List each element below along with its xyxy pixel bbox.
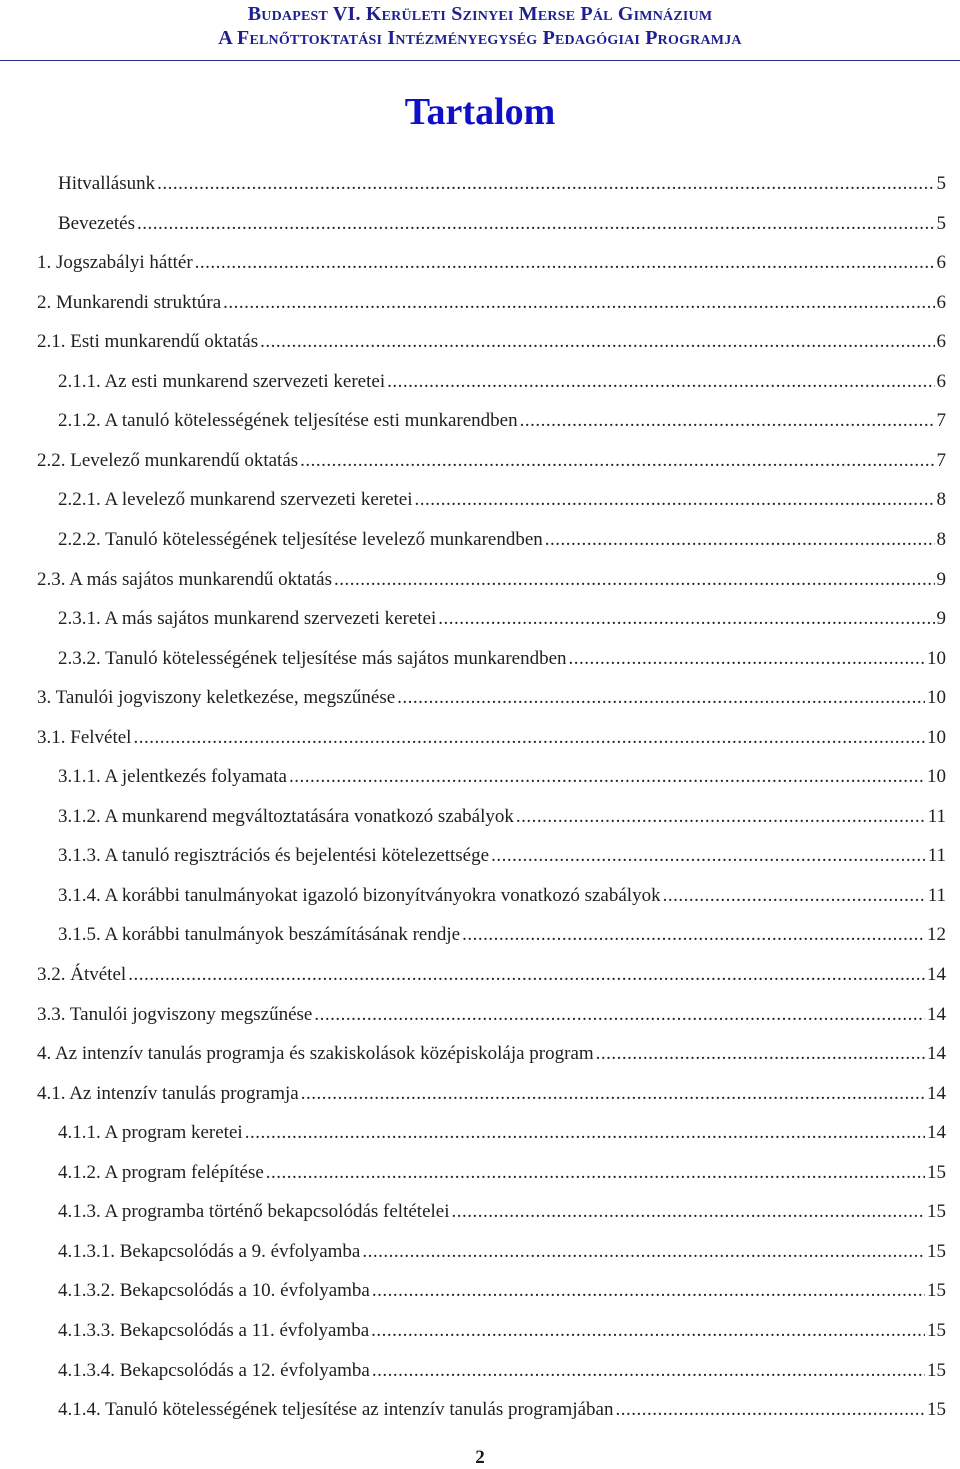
toc-entry-page: 15 <box>927 1359 946 1381</box>
toc-dot-leader <box>372 1279 925 1303</box>
toc-entry[interactable] <box>37 560 946 600</box>
toc-entry-title: 2.3. A más sajátos munkarendű oktatás <box>37 568 332 590</box>
toc-entry[interactable] <box>58 757 946 797</box>
toc-entry-title: 3.2. Átvétel <box>37 964 127 985</box>
toc-entry-title: 2.1.1. Az esti munkarend szervezeti keretei <box>58 370 386 392</box>
toc-entry[interactable] <box>58 1232 946 1272</box>
toc-entry-page: 7 <box>936 449 946 471</box>
toc-entry[interactable] <box>58 1390 946 1430</box>
toc-entry[interactable] <box>58 836 946 876</box>
toc-entry-page: 10 <box>927 726 946 748</box>
toc-dot-leader <box>334 568 935 592</box>
toc-dot-leader <box>266 1161 925 1185</box>
toc-entry-page: 11 <box>927 805 946 827</box>
toc-entry-title: 3.1.4. A korábbi tanulmányokat igazoló bizonyítványokra vonatkozó szabályok <box>58 884 661 906</box>
toc-entry-page: 5 <box>936 212 946 234</box>
toc-entry[interactable] <box>58 164 946 204</box>
toc-entry[interactable] <box>58 915 946 955</box>
toc-entry-page: 15 <box>927 1201 946 1223</box>
toc-entry[interactable] <box>58 1351 946 1391</box>
toc-entry[interactable] <box>37 1074 946 1114</box>
toc-dot-leader <box>569 647 925 671</box>
toc-entry-title: 4.1.3.4. Bekapcsolódás a 12. évfolyamba <box>58 1359 370 1381</box>
toc-dot-leader <box>289 765 925 789</box>
toc-entry[interactable] <box>37 955 946 995</box>
toc-entry-title: 4. Az intenzív tanulás programja és szakiskolások középiskolája program <box>37 1043 594 1065</box>
toc-entry-page: 15 <box>927 1280 946 1302</box>
toc-entry[interactable] <box>58 1311 946 1351</box>
toc-entry-title: 4.1.3.2. Bekapcsolódás a 10. évfolyamba <box>58 1280 370 1302</box>
toc-entry-title: 2.1. Esti munkarendű oktatás <box>37 331 259 353</box>
toc-entry[interactable] <box>58 599 946 639</box>
toc-entry[interactable] <box>58 1113 946 1153</box>
toc-entry[interactable] <box>37 322 946 362</box>
toc-entry-title: 2.2.1. A levelező munkarend szervezeti keretei <box>58 489 413 511</box>
toc-entry-title: Bevezetés <box>58 212 136 234</box>
toc-entry[interactable] <box>58 639 946 679</box>
toc-entry-page: 15 <box>927 1161 946 1183</box>
toc-dot-leader <box>372 1359 925 1383</box>
toc-entry[interactable] <box>58 1192 946 1232</box>
toc-entry-page: 10 <box>927 687 946 709</box>
toc-entry-page: 9 <box>936 568 946 590</box>
toc-dot-leader <box>545 528 935 552</box>
toc-dot-leader <box>596 1042 925 1066</box>
toc-entry-page: 10 <box>927 647 946 669</box>
toc-entry-page: 7 <box>936 410 946 432</box>
toc-entry-page: 11 <box>927 884 946 906</box>
toc-dot-leader <box>462 923 925 947</box>
toc-dot-leader <box>260 330 934 354</box>
toc-dot-leader <box>397 686 925 710</box>
toc-entry-title: 4.1.2. A program felépítése <box>58 1161 264 1183</box>
toc-dot-leader <box>133 726 925 750</box>
toc-dot-leader <box>223 291 934 315</box>
toc-dot-leader <box>245 1121 925 1145</box>
toc-entry-page: 6 <box>936 331 946 353</box>
toc-entry-title: 2.3.2. Tanuló kötelességének teljesítése más sajátos munkarendben <box>58 647 567 669</box>
toc-dot-leader <box>520 409 935 433</box>
header-school-name: Budapest VI. Kerületi Szinyei Merse Pál Gimnázium <box>247 3 713 25</box>
toc-entry-title: 1. Jogszabályi háttér <box>37 252 193 274</box>
toc-entry-page: 15 <box>927 1240 946 1262</box>
toc-entry[interactable] <box>37 1034 946 1074</box>
toc-entry-title: 4.1.3. A programba történő bekapcsolódás feltételei <box>58 1201 450 1223</box>
toc-entry-title: 4.1.4. Tanuló kötelességének teljesítése az intenzív tanulás programjában <box>58 1399 614 1421</box>
toc-entry-page: 14 <box>927 964 946 985</box>
toc-dot-leader <box>415 488 935 512</box>
toc-entry-page: 10 <box>927 766 946 788</box>
toc-entry-page: 8 <box>936 528 946 550</box>
toc-dot-leader <box>452 1200 926 1224</box>
toc-entry[interactable] <box>58 520 946 560</box>
toc-entry-title: 2.3.1. A más sajátos munkarend szervezeti keretei <box>58 608 437 630</box>
toc-entry-title: 4.1.1. A program keretei <box>58 1122 243 1144</box>
page-number: 2 <box>475 1447 485 1468</box>
toc-dot-leader <box>491 844 926 868</box>
toc-entry-title: 3. Tanulói jogviszony keletkezése, megszűnése <box>37 687 396 709</box>
toc-entry[interactable] <box>37 441 946 481</box>
toc-entry-page: 9 <box>936 608 946 630</box>
toc-dot-leader <box>663 884 926 908</box>
toc-entry-page: 5 <box>936 173 946 194</box>
toc-entry[interactable] <box>58 876 946 916</box>
toc-entry[interactable] <box>58 1271 946 1311</box>
toc-entry-title: 3.1.5. A korábbi tanulmányok beszámításának rendje <box>58 924 461 946</box>
header-divider <box>0 60 960 61</box>
toc-entry[interactable] <box>58 204 946 244</box>
toc-dot-leader <box>438 607 934 631</box>
toc-entry[interactable] <box>58 797 946 837</box>
toc-entry-page: 14 <box>927 1003 946 1025</box>
page-title: Tartalom <box>404 91 556 133</box>
toc-entry-title: 3.1.3. A tanuló regisztrációs és bejelentési kötelezettsége <box>58 845 490 867</box>
toc-dot-leader <box>301 1082 925 1106</box>
toc-entry-title: Hitvallásunk <box>58 173 156 194</box>
toc-entry-title: 2.2. Levelező munkarendű oktatás <box>37 449 299 471</box>
toc-dot-leader <box>137 212 934 236</box>
toc-dot-leader <box>314 1003 925 1027</box>
toc-dot-leader <box>362 1240 925 1264</box>
toc-entry-title: 3.1. Felvétel <box>37 726 132 748</box>
toc-dot-leader <box>371 1319 925 1343</box>
toc-entry-title: 2.1.2. A tanuló kötelességének teljesítése esti munkarendben <box>58 410 518 432</box>
toc-entry-title: 4.1.3.1. Bekapcsolódás a 9. évfolyamba <box>58 1240 361 1262</box>
toc-entry[interactable] <box>58 362 946 402</box>
toc-entry[interactable] <box>58 401 946 441</box>
toc-entry-title: 3.1.2. A munkarend megváltoztatására vonatkozó szabályok <box>58 805 514 827</box>
toc-entry-title: 4.1. Az intenzív tanulás programja <box>37 1082 299 1104</box>
page-header <box>0 0 960 64</box>
toc-entry[interactable] <box>37 678 946 718</box>
toc-entry-title: 2.2.2. Tanuló kötelességének teljesítése levelező munkarendben <box>58 528 543 550</box>
toc-entry-page: 15 <box>927 1319 946 1341</box>
toc-dot-leader <box>300 449 934 473</box>
toc-entry-page: 14 <box>927 1082 946 1104</box>
toc-entry-title: 3.1.1. A jelentkezés folyamata <box>58 766 287 788</box>
toc-entry-page: 15 <box>927 1399 946 1421</box>
toc-entry-page: 14 <box>927 1043 946 1065</box>
toc-entry[interactable] <box>58 1153 946 1193</box>
toc-entry-page: 6 <box>936 252 946 274</box>
toc-entry-page: 14 <box>927 1122 946 1144</box>
toc-entry[interactable] <box>37 995 946 1035</box>
toc-entry-page: 12 <box>927 924 946 946</box>
toc-entry-title: 3.3. Tanulói jogviszony megszűnése <box>37 1003 313 1025</box>
toc-entry-page: 6 <box>936 291 946 313</box>
toc-dot-leader <box>157 172 934 196</box>
toc-entry-page: 8 <box>936 489 946 511</box>
toc-entry[interactable] <box>58 480 946 520</box>
toc-dot-leader <box>128 963 925 987</box>
toc-entry[interactable] <box>37 718 946 758</box>
toc-entry[interactable] <box>37 243 946 283</box>
toc-dot-leader <box>516 805 926 829</box>
toc-entry-page: 11 <box>927 845 946 867</box>
toc-dot-leader <box>387 370 934 394</box>
toc-dot-leader <box>195 251 935 275</box>
header-program-name: A Felnőttoktatási Intézményegység Pedagógiai Programja <box>218 27 742 49</box>
toc-entry-page: 6 <box>936 370 946 392</box>
toc-entry-title: 2. Munkarendi struktúra <box>37 291 222 313</box>
toc-dot-leader <box>615 1398 925 1422</box>
toc-entry[interactable] <box>37 283 946 323</box>
toc-entry-title: 4.1.3.3. Bekapcsolódás a 11. évfolyamba <box>58 1319 370 1341</box>
